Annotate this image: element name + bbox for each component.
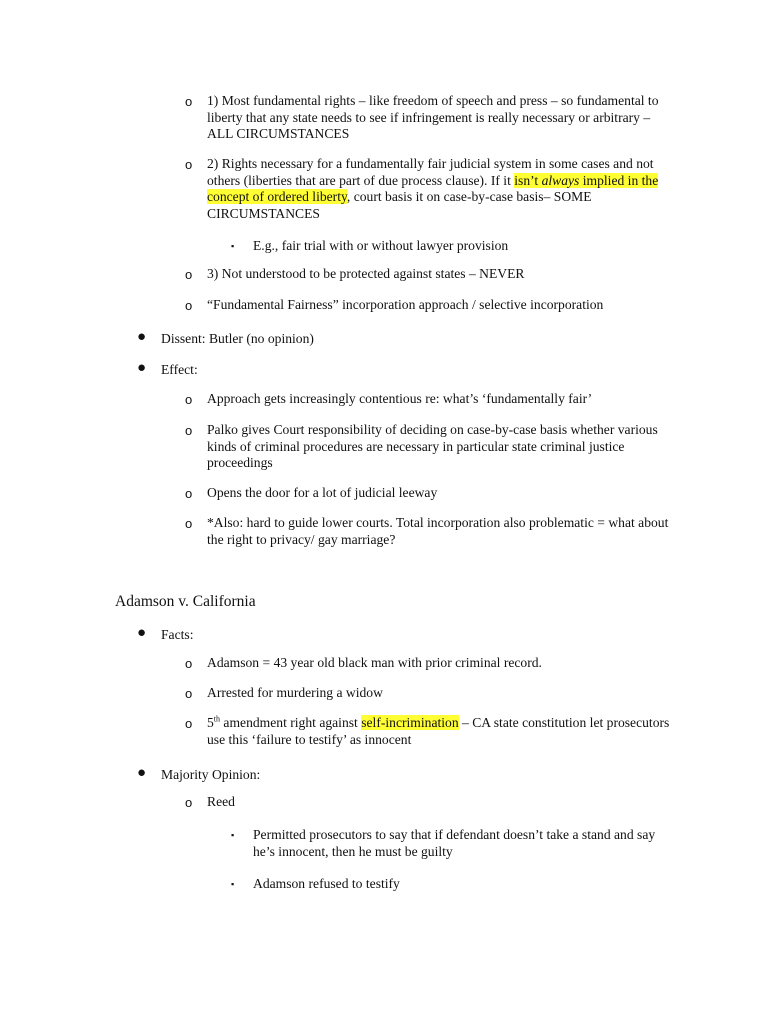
highlight: self-incrimination bbox=[361, 715, 459, 730]
bullet-hollow: o bbox=[185, 423, 193, 438]
fact-text-end: – CA state constitution let prosecutors use this ‘failure to testify’ as innocent bbox=[207, 715, 670, 747]
effect-item: Approach gets increasingly contentious re: what’s ‘fundamentally fair’ bbox=[207, 391, 593, 406]
bullet-square: ▪ bbox=[231, 241, 235, 251]
bullet-filled: ● bbox=[137, 360, 147, 376]
fact-item: Adamson = 43 year old black man with prior criminal record. bbox=[207, 655, 542, 670]
bullet-hollow: o bbox=[185, 486, 193, 501]
reed-item: Adamson refused to testify bbox=[253, 876, 400, 891]
dissent: Dissent: Butler (no opinion) bbox=[161, 331, 314, 346]
effect-item: Palko gives Court responsibility of deciding on case-by-case basis whether various kinds of criminal procedures are necessary in particular state criminal justice proceedings bbox=[207, 422, 658, 471]
bullet-hollow: o bbox=[185, 157, 193, 172]
palko-item-3: 3) Not understood to be protected against states – NEVER bbox=[207, 266, 525, 281]
amendment-number: 5 bbox=[207, 715, 214, 730]
bullet-hollow: o bbox=[185, 716, 193, 731]
effect-item: *Also: hard to guide lower courts. Total incorporation also problematic = what about the right to privacy/ gay marriage? bbox=[207, 515, 669, 547]
palko-item-2-text-end: , court basis it on case-by-case basis– SOME CIRCUMSTANCES bbox=[207, 189, 592, 221]
bullet-hollow: o bbox=[185, 267, 193, 282]
effect-item: Opens the door for a lot of judicial leeway bbox=[207, 485, 438, 500]
highlight-text: implied in the concept of ordered liberty bbox=[207, 172, 659, 205]
opinion-author: Reed bbox=[207, 794, 235, 809]
bullet-square: ▪ bbox=[231, 830, 235, 840]
facts-label: Facts: bbox=[161, 627, 194, 642]
fact-text: amendment right against bbox=[220, 715, 362, 730]
palko-item-2-sub: E.g., fair trial with or without lawyer provision bbox=[253, 238, 509, 253]
effect-label: Effect: bbox=[161, 362, 198, 377]
ordinal-suffix: th bbox=[213, 714, 221, 724]
case-heading: Adamson v. California bbox=[115, 593, 256, 610]
palko-item-2 bbox=[207, 156, 677, 222]
bullet-square: ▪ bbox=[231, 879, 235, 889]
bullet-hollow: o bbox=[185, 516, 193, 531]
palko-item-1: 1) Most fundamental rights – like freedom of speech and press – so fundamental to liberty that any state needs to see if infringement is really necessary or arbitrary – ALL CIRCUMSTANCES bbox=[207, 93, 659, 142]
highlight-text: isn’t bbox=[514, 172, 542, 188]
bullet-hollow: o bbox=[185, 392, 193, 407]
bullet-hollow: o bbox=[185, 686, 193, 701]
majority-label: Majority Opinion: bbox=[161, 767, 261, 782]
bullet-hollow: o bbox=[185, 656, 193, 671]
bullet-hollow: o bbox=[185, 795, 193, 810]
palko-item-2-text: 2) Rights necessary for a fundamentally fair judicial system in some cases and not others (liberties that are part of due process clause). If it bbox=[207, 156, 654, 188]
reed-item: Permitted prosecutors to say that if defendant doesn’t take a stand and say he’s innocent, then he must be guilty bbox=[253, 827, 656, 859]
bullet-hollow: o bbox=[185, 298, 193, 313]
fact-item bbox=[207, 715, 677, 748]
fact-item: Arrested for murdering a widow bbox=[207, 685, 383, 700]
bullet-filled: ● bbox=[137, 625, 147, 641]
bullet-hollow: o bbox=[185, 94, 193, 109]
bullet-filled: ● bbox=[137, 765, 147, 781]
highlight-italic: always bbox=[541, 172, 580, 188]
palko-item-4: “Fundamental Fairness” incorporation approach / selective incorporation bbox=[207, 297, 604, 312]
bullet-filled: ● bbox=[137, 329, 147, 345]
